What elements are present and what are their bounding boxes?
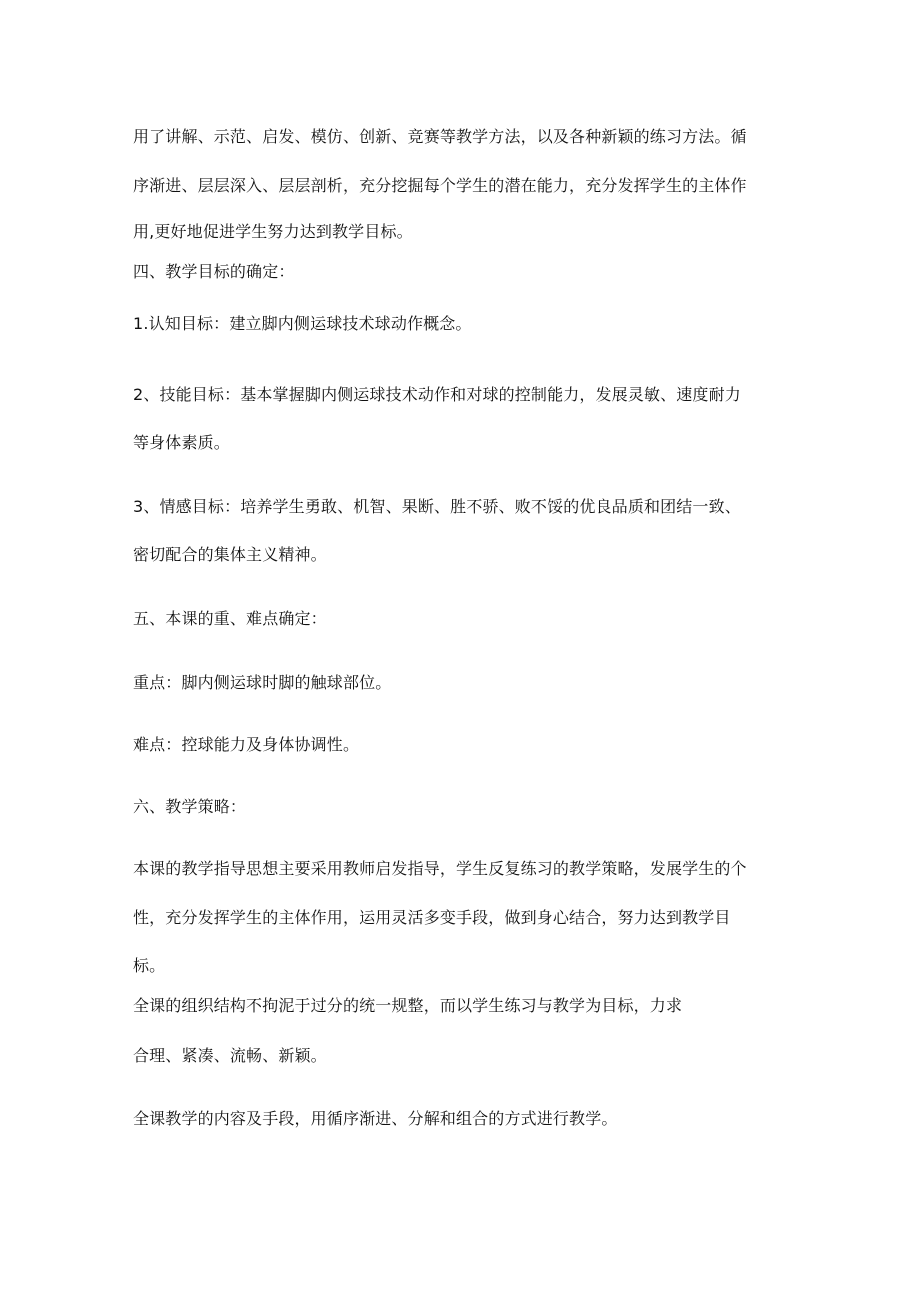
difficult-point: 难点：控球能力及身体协调性。 xyxy=(133,735,360,754)
key-point: 重点：脚内侧运球时脚的触球部位。 xyxy=(133,673,392,692)
section-5-heading: 五、本课的重、难点确定： xyxy=(133,609,327,628)
text-line: 密切配合的集体主义精神。 xyxy=(133,545,327,564)
text-line: 全课的组织结构不拘泥于过分的统一规整，而以学生练习与教学为目标，力求 xyxy=(133,996,683,1015)
text-line: 本课的教学指导思想主要采用教师启发指导，学生反复练习的教学策略，发展学生的个 xyxy=(133,859,747,878)
text-line: 等身体素质。 xyxy=(133,433,230,452)
cognitive-goal: 1.认知目标：建立脚内侧运球技术球动作概念。 xyxy=(133,314,472,333)
content-paragraph: 全课教学的内容及手段，用循序渐进、分解和组合的方式进行教学。 xyxy=(133,1109,618,1128)
section-4-heading: 四、教学目标的确定： xyxy=(133,262,295,281)
text-line: 用,更好地促进学生努力达到教学目标。 xyxy=(133,222,413,241)
text-line: 用了讲解、示范、启发、模仿、创新、竞赛等教学方法，以及各种新颖的练习方法。循 xyxy=(133,127,747,146)
text-line: 性，充分发挥学生的主体作用，运用灵活多变手段，做到身心结合，努力达到教学目 xyxy=(133,908,731,927)
text-line: 2、技能目标：基本掌握脚内侧运球技术动作和对球的控制能力，发展灵敏、速度耐力 xyxy=(133,385,741,404)
text-line: 合理、紧凑、流畅、新颖。 xyxy=(133,1046,327,1065)
text-line: 序渐进、层层深入、层层剖析，充分挖掘每个学生的潜在能力，充分发挥学生的主体作 xyxy=(133,176,747,195)
section-6-heading: 六、教学策略： xyxy=(133,797,247,816)
text-line: 3、情感目标：培养学生勇敢、机智、果断、胜不骄、败不馁的优良品质和团结一致、 xyxy=(133,497,741,516)
text-line: 标。 xyxy=(133,956,166,975)
